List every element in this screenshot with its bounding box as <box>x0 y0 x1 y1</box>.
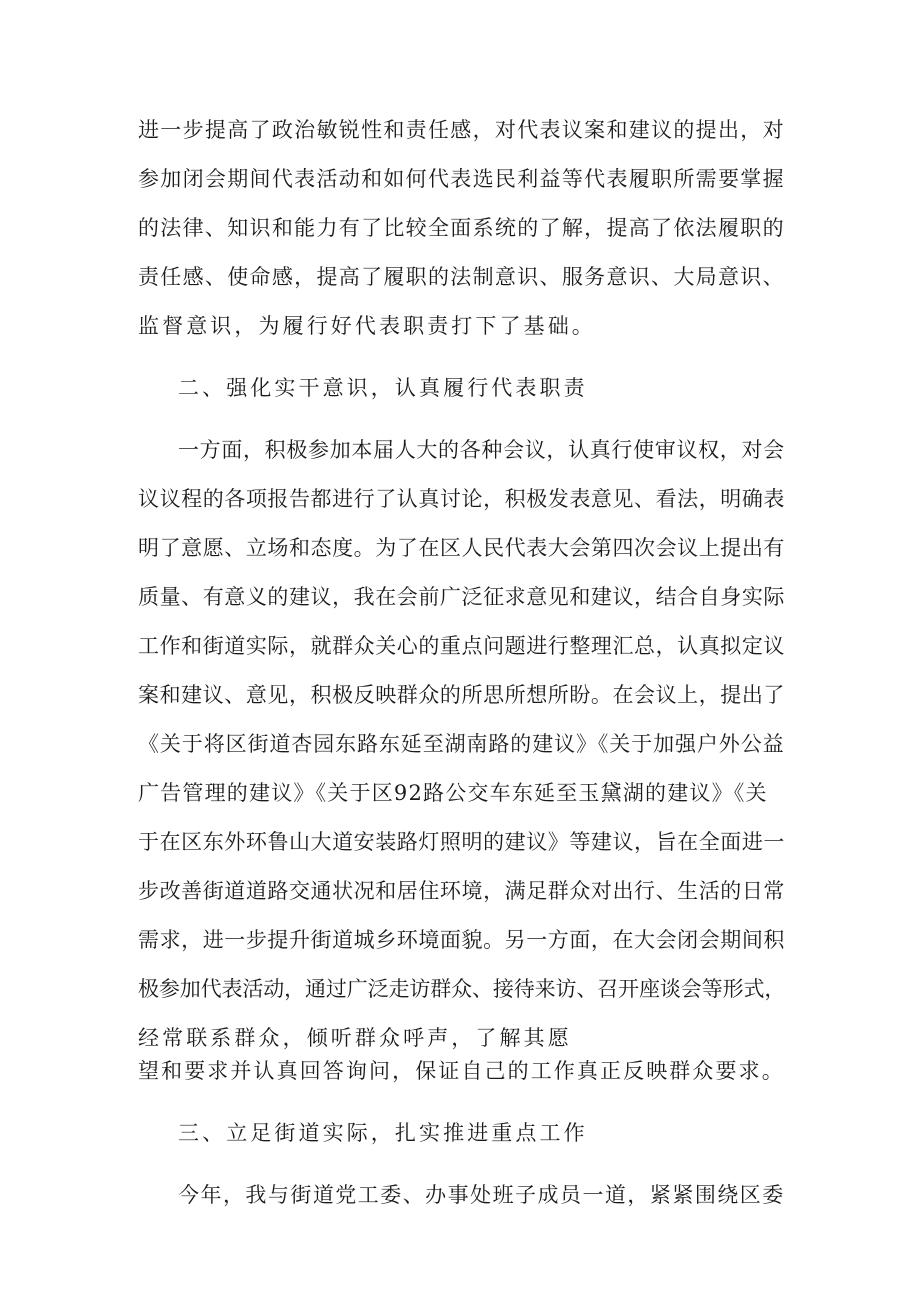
body-text-line: 监督意识，为履行好代表职责打下了基础。 <box>138 314 596 338</box>
section-heading: 三、立足街道实际，扎实推进重点工作 <box>178 1121 588 1145</box>
body-text-line: 案和建议、意见，积极反映群众的所思所想所盼。在会议上，提出了 <box>138 683 785 707</box>
body-text-line: 工作和街道实际，就群众关心的重点问题进行整理汇总，认真拟定议 <box>138 634 785 658</box>
body-text-line: 进一步提高了政治敏锐性和责任感，对代表议案和建议的提出，对 <box>138 118 785 142</box>
body-text-line: 参加闭会期间代表活动和如何代表选民利益等代表履职所需要掌握 <box>138 167 785 191</box>
body-text-line: 步改善街道道路交通状况和居住环境，满足群众对出行、生活的日常 <box>138 879 785 903</box>
body-text-line: 于在区东外环鲁山大道安装路灯照明的建议》等建议，旨在全面进一 <box>138 830 785 854</box>
body-text-line: 的法律、知识和能力有了比较全面系统的了解，提高了依法履职的 <box>138 216 785 240</box>
body-text-line: 质量、有意义的建议，我在会前广泛征求意见和建议，结合自身实际 <box>138 585 785 609</box>
body-text-line: 《关于将区街道杏园东路东延至湖南路的建议》《关于加强户外公益 <box>138 732 785 756</box>
body-text-line: 需求，进一步提升街道城乡环境面貌。另一方面，在大会闭会期间积 <box>138 928 785 952</box>
body-text-line: 望和要求并认真回答询问，保证自己的工作真正反映群众要求。 <box>138 1059 785 1083</box>
body-text-line: 一方面，积极参加本届人大的各种会议，认真行使审议权，对会 <box>178 438 785 462</box>
body-text-line: 经常联系群众，倾听群众呼声，了解其愿 <box>138 1026 572 1050</box>
section-heading: 二、强化实干意识，认真履行代表职责 <box>178 376 588 400</box>
body-text-line: 议议程的各项报告都进行了认真讨论，积极发表意见、看法，明确表 <box>138 487 785 511</box>
body-text-line: 极参加代表活动，通过广泛走访群众、接待来访、召开座谈会等形式， <box>138 977 786 1001</box>
body-text-line: 责任感、使命感，提高了履职的法制意识、服务意识、大局意识、 <box>138 265 785 289</box>
body-text-line: 广告管理的建议》《关于区92路公交车东延至玉黛湖的建议》《关 <box>138 781 768 805</box>
body-text-line: 今年，我与街道党工委、办事处班子成员一道，紧紧围绕区委 <box>178 1183 785 1207</box>
body-text-line: 明了意愿、立场和态度。为了在区人民代表大会第四次会议上提出有 <box>138 536 785 560</box>
